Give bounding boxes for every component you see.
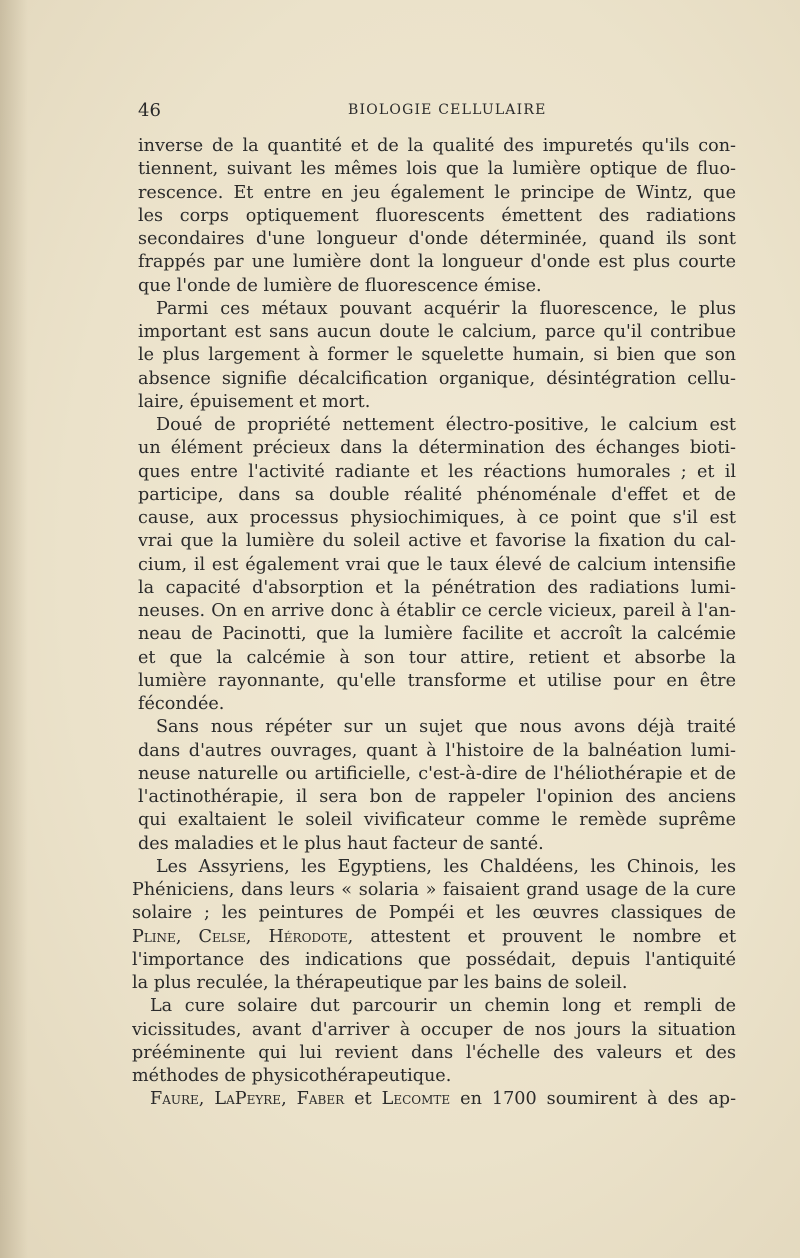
author-name: Lecomte (381, 1089, 451, 1110)
author-name: Celse (198, 926, 246, 947)
text-line: Faure, LaPeyre, Faber et Lecomte en 1700 soumirent à des ap- (150, 1089, 736, 1110)
text-line: l'importance des indications que possédait, depuis l'antiquité (132, 949, 736, 970)
text-fragment: en 1700 soumirent à des ap- (460, 1089, 736, 1110)
running-head: BIOLOGIE CELLULAIRE (348, 102, 547, 118)
text-line: cium, il est également vrai que le taux élevé de calcium intensifie (138, 554, 736, 575)
text-fragment: attestent et prouvent le nombre et (370, 926, 736, 947)
text-line: que l'onde de lumière de fluorescence émise. (138, 275, 542, 296)
text-line: lumière rayonnante, qu'elle transforme et utilise pour en être (138, 670, 736, 691)
text-line: et que la calcémie à son tour attire, retient et absorbe la (138, 647, 736, 668)
text-line: tiennent, suivant les mêmes lois que la lumière optique de fluo- (138, 159, 736, 180)
text-fragment: et (354, 1089, 372, 1110)
text-line: frappés par une lumière dont la longueur d'onde est plus courte (138, 252, 736, 273)
text-line: le plus largement à former le squelette humain, si bien que son (138, 345, 736, 366)
text-line: inverse de la quantité et de la qualité des impuretés qu'ils con- (138, 136, 736, 156)
text-line: Pline, Celse, Hérodote, attestent et prouvent le nombre et (132, 926, 736, 947)
text-line: La cure solaire dut parcourir un chemin long et rempli de (150, 996, 736, 1017)
text-line: des maladies et le plus haut facteur de santé. (138, 833, 544, 854)
text-line: fécondée. (138, 694, 225, 714)
author-name: Pline (132, 926, 176, 947)
page-edge-shadow (0, 0, 28, 1258)
text-line: Doué de propriété nettement électro-positive, le calcium est (156, 415, 736, 435)
text-line: neuses. On en arrive donc à établir ce cercle vicieux, pareil à l'an- (138, 601, 736, 621)
author-name: Hérodote (268, 926, 348, 947)
text-line: Phéniciens, dans leurs « solaria » faisaient grand usage de la cure (132, 880, 736, 900)
text-line: la plus reculée, la thérapeutique par les bains de soleil. (132, 973, 628, 993)
text-line: prééminente qui lui revient dans l'échelle des valeurs et des (132, 1042, 736, 1063)
body-text (132, 135, 736, 1112)
text-line: Parmi ces métaux pouvant acquérir la fluorescence, le plus (156, 298, 736, 319)
text-line: les corps optiquement fluorescents émettent des radiations (138, 205, 736, 226)
text-line: solaire ; les peintures de Pompéi et les œuvres classiques de (132, 903, 736, 924)
author-name: Faber (296, 1089, 345, 1110)
text-line: participe, dans sa double réalité phénoménale d'effet et de (138, 484, 736, 505)
text-line: la capacité d'absorption et la pénétration des radiations lumi- (138, 577, 736, 598)
text-line: cause, aux processus physiochimiques, à ce point que s'il est (138, 508, 736, 528)
text-line: important est sans aucun doute le calcium, parce qu'il contribue (138, 322, 736, 342)
text-line: secondaires d'une longueur d'onde déterminée, quand ils sont (138, 229, 736, 249)
text-line: vicissitudes, avant d'arriver à occuper de nos jours la situation (132, 1019, 736, 1040)
text-line: rescence. Et entre en jeu également le principe de Wintz, que (138, 182, 736, 203)
text-line: un élément précieux dans la détermination des échanges bioti- (138, 438, 736, 459)
text-line: ques entre l'activité radiante et les réactions humorales ; et il (138, 461, 736, 482)
text-line: Sans nous répéter sur un sujet que nous avons déjà traité (156, 717, 736, 738)
text-line: l'actinothérapie, il sera bon de rappeler l'opinion des anciens (138, 787, 736, 807)
text-line: qui exaltaient le soleil vivificateur comme le remède suprême (138, 810, 736, 831)
text-line: vrai que la lumière du soleil active et favorise la fixation du cal- (138, 531, 736, 552)
text-line: neau de Pacinotti, que la lumière facilite et accroît la calcémie (138, 624, 736, 645)
page-header (138, 100, 736, 122)
text-line: laire, épuisement et mort. (138, 391, 371, 412)
page-number: 46 (138, 100, 161, 121)
text-line: dans d'autres ouvrages, quant à l'histoire de la balnéation lumi- (138, 740, 736, 761)
text-line: neuse naturelle ou artificielle, c'est-à-dire de l'héliothérapie et de (138, 763, 736, 784)
text-line: méthodes de physicothérapeutique. (132, 1066, 452, 1086)
text-line: absence signifie décalcification organique, désintégration cellu- (138, 368, 736, 389)
author-name: Faure (150, 1089, 199, 1110)
author-name: LaPeyre (214, 1089, 282, 1110)
text-line: Les Assyriens, les Egyptiens, les Chaldéens, les Chinois, les (156, 856, 736, 877)
